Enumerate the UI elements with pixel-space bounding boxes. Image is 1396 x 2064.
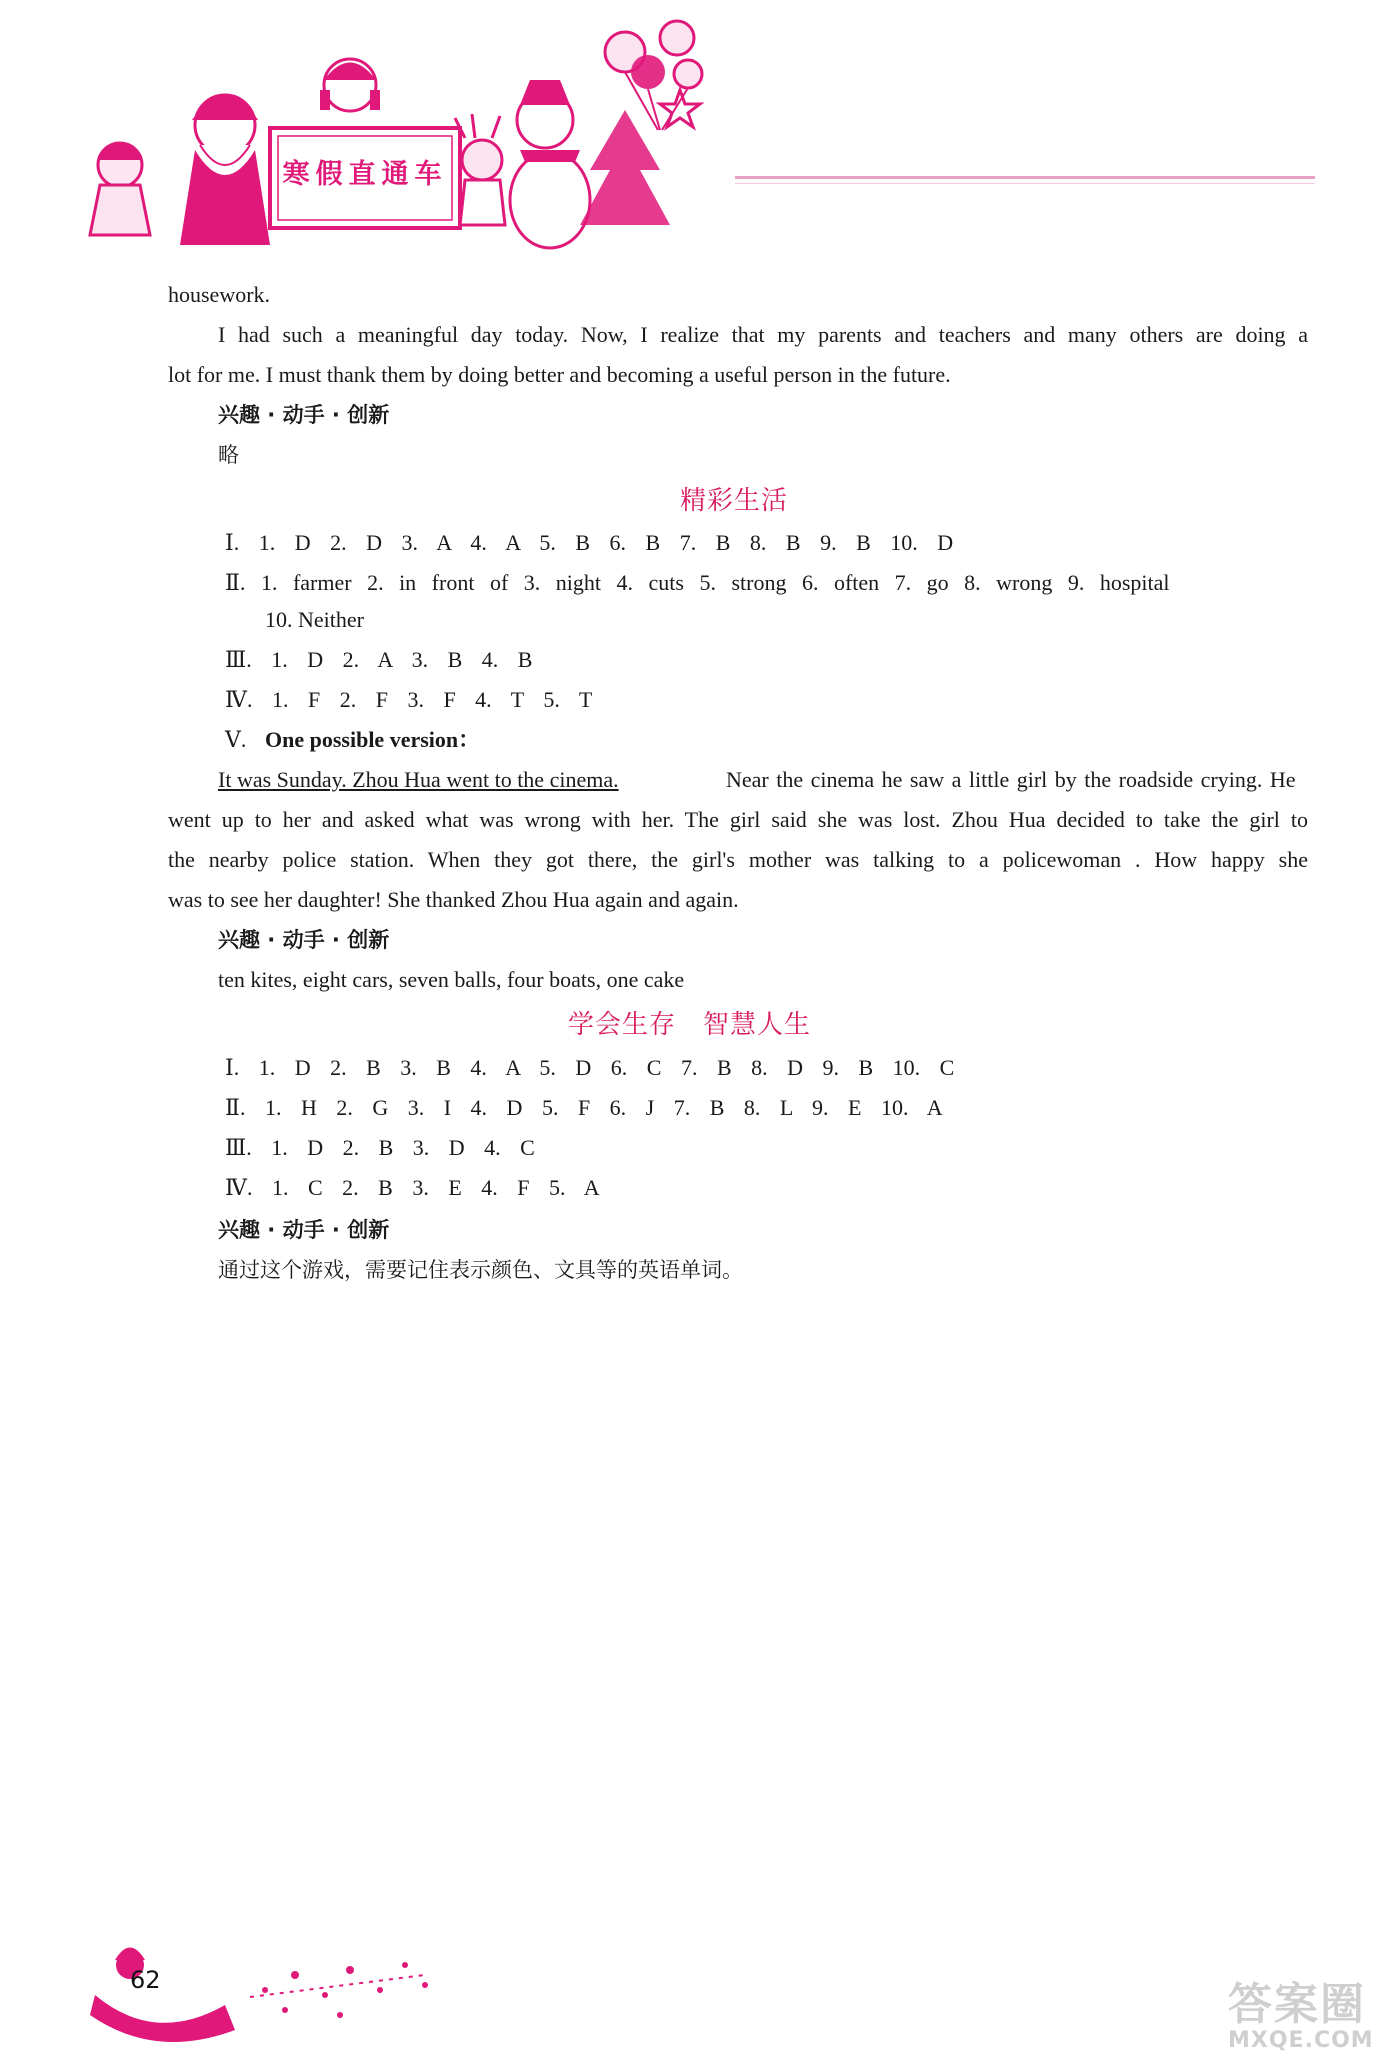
section-heading-interest: 兴趣 · 动手 · 创新 [218,403,390,427]
story-line: was to see her daughter! She thanked Zhou Hua again and again. [168,887,739,912]
section-heading-interest: 兴趣 · 动手 · 创新 [218,1218,390,1242]
paragraph-line: housework. [168,282,271,307]
header-rule-thin [735,183,1315,184]
answer-row: Ⅳ. 1. F 2. F 3. F 4. T 5. T [225,687,593,712]
answer-row: Ⅲ. 1. D 2. A 3. B 4. B [225,647,533,672]
answer-row: Ⅳ. 1. C 2. B 3. E 4. F 5. A [225,1175,600,1200]
watermark-url: MXQE.COM [1228,2028,1374,2053]
answer-row: Ⅰ. 1. D 2. B 3. B 4. A 5. D 6. C 7. B 8. D 9. B 10. C [225,1055,955,1080]
answer-row: Ⅰ. 1. D 2. D 3. A 4. A 5. B 6. B 7. B 8. B 9. B 10. D [225,530,954,555]
story-line: Near the cinema he saw a little girl by the roadside crying. He [726,767,1296,792]
watermark-logo: 答案圈 [1228,1979,1366,2030]
interest-answer: 通过这个游戏，需要记住表示颜色、文具等的英语单词。 [218,1258,743,1282]
answer-row: 10. Neither [265,607,364,632]
answer-row: Ⅱ. 1. farmer 2. in front of 3. night 4. cuts 5. strong 6. often 7. go 8. wrong 9. hospital [225,570,1170,595]
story-line: went up to her and asked what was wrong with her. The girl said she was lost. Zhou Hua decided to take the girl to [168,807,1308,832]
paragraph-line: lot for me. I must thank them by doing better and becoming a useful person in the future. [168,362,951,387]
answer-row-heading: One possible version： [265,727,481,752]
page-number: 62 [130,1966,161,1994]
answer-row: Ⅱ. 1. H 2. G 3. I 4. D 5. F 6. J 7. B 8. L 9. E 10. A [225,1095,943,1120]
section-title: 学会生存 智慧人生 [568,1010,812,1040]
interest-answer: ten kites, eight cars, seven balls, four boats, one cake [218,967,685,992]
section-heading-interest: 兴趣 · 动手 · 创新 [218,928,390,952]
section-title: 精彩生活 [680,486,789,516]
omitted-note: 略 [218,443,239,467]
paragraph-line: I had such a meaningful day today. Now, I realize that my parents and teachers and many others are doing a [218,322,1308,347]
banner-title: 寒假直通车 [282,159,448,190]
header-rule [735,176,1315,179]
answer-row: Ⅲ. 1. D 2. B 3. D 4. C [225,1135,535,1160]
header-illustration [80,10,740,250]
story-underlined: It was Sunday. Zhou Hua went to the cinema. [218,767,619,792]
answer-row-label: Ⅴ. [225,727,247,752]
story-line: the nearby police station. When they got there, the girl's mother was talking to a policewoman . How happy she [168,847,1308,872]
